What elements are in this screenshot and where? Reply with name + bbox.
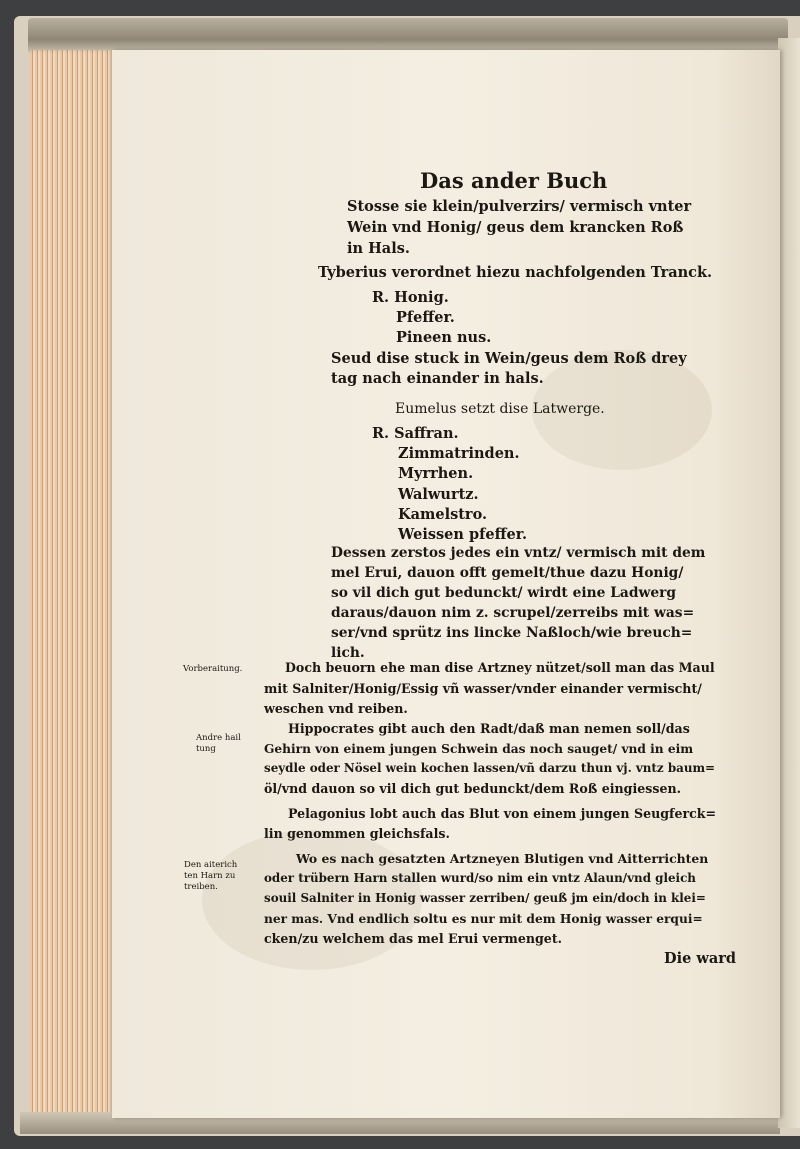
next-page-edge — [778, 38, 800, 1128]
text-line: lin genommen gleichsfals. — [264, 826, 450, 841]
recipe-item: R. Honig. — [372, 289, 449, 306]
text-line: cken/zu welchem das mel Erui vermenget. — [264, 931, 563, 946]
marginal-note: Vorberaitung. — [183, 664, 243, 674]
marginal-note: ten Harn zu — [184, 871, 236, 881]
text-line: mit Salniter/Honig/Essig vñ wasser/vnder einander vermischt/ — [264, 681, 702, 696]
recipe-item: Myrrhen. — [398, 465, 474, 482]
marginal-note: tung — [196, 744, 216, 754]
text-line: Wo es nach gesatzten Artzneyen Blutigen vnd Aitterrichten — [296, 851, 709, 866]
text-line: ner mas. Vnd endlich soltu es nur mit dem Honig wasser erqui= — [264, 912, 703, 926]
text-line: Gehirn von einem jungen Schwein das noch sauget/ vnd in eim — [264, 742, 694, 756]
recipe-item: Walwurtz. — [398, 486, 479, 503]
text-line: Stosse sie klein/pulverzirs/ vermisch vnter — [347, 198, 692, 215]
recipe-item: Pineen nus. — [396, 329, 492, 346]
recipe-item: R. Saffran. — [372, 425, 459, 442]
text-line: seydle oder Nösel wein kochen lassen/vñ darzu thun vj. vntz baum= — [264, 761, 716, 775]
marginal-note: treiben. — [184, 882, 218, 892]
marginal-note: Andre hail — [196, 733, 241, 743]
text-line: tag nach einander in hals. — [331, 370, 544, 387]
text-line: in Hals. — [347, 240, 410, 257]
marginal-note: Den aiterich — [184, 860, 238, 870]
text-line: ser/vnd sprütz ins lincke Naßloch/wie breuch= — [331, 625, 693, 641]
text-line: Hippocrates gibt auch den Radt/daß man nemen soll/das — [288, 721, 690, 736]
text-line: oder trübern Harn stallen wurd/so nim ein vntz Alaun/vnd gleich — [264, 871, 696, 885]
recipe-item: Kamelstro. — [398, 506, 488, 523]
text-line: so vil dich gut bedunckt/ wirdt eine Ladwerg — [331, 585, 677, 601]
recipe-item: Weissen pfeffer. — [398, 526, 528, 543]
text-line: Dessen zerstos jedes ein vntz/ vermisch mit dem — [331, 545, 706, 561]
text-line: daraus/dauon nim z. scrupel/zerreibs mit was= — [331, 605, 695, 621]
text-line: Wein vnd Honig/ geus dem krancken Roß — [347, 219, 684, 236]
text-line: weschen vnd reiben. — [264, 701, 408, 716]
text-line: mel Erui, dauon offt gemelt/thue dazu Honig/ — [331, 565, 684, 581]
text-line: Seud dise stuck in Wein/geus dem Roß drey — [331, 350, 687, 367]
running-head: Das ander Buch — [420, 168, 608, 193]
page-fore-edge — [30, 50, 114, 1118]
book-top-edge — [28, 18, 788, 54]
text-line: Pelagonius lobt auch das Blut von einem jungen Seugferck= — [288, 806, 717, 821]
text-line: Tyberius verordnet hiezu nachfolgenden Tranck. — [318, 264, 713, 281]
recipe-item: Pfeffer. — [396, 309, 455, 326]
recipe-item: Zimmatrinden. — [398, 445, 520, 462]
text-line: Eumelus setzt dise Latwerge. — [395, 401, 605, 417]
text-line: öl/vnd dauon so vil dich gut bedunckt/dem Roß eingiessen. — [264, 781, 682, 796]
catchword: Die ward — [664, 950, 737, 967]
text-line: Doch beuorn ehe man dise Artzney nützet/soll man das Maul — [285, 660, 715, 675]
text-line: lich. — [331, 645, 365, 661]
text-line: souil Salniter in Honig wasser zerriben/ geuß jm ein/doch in klei= — [264, 891, 706, 905]
